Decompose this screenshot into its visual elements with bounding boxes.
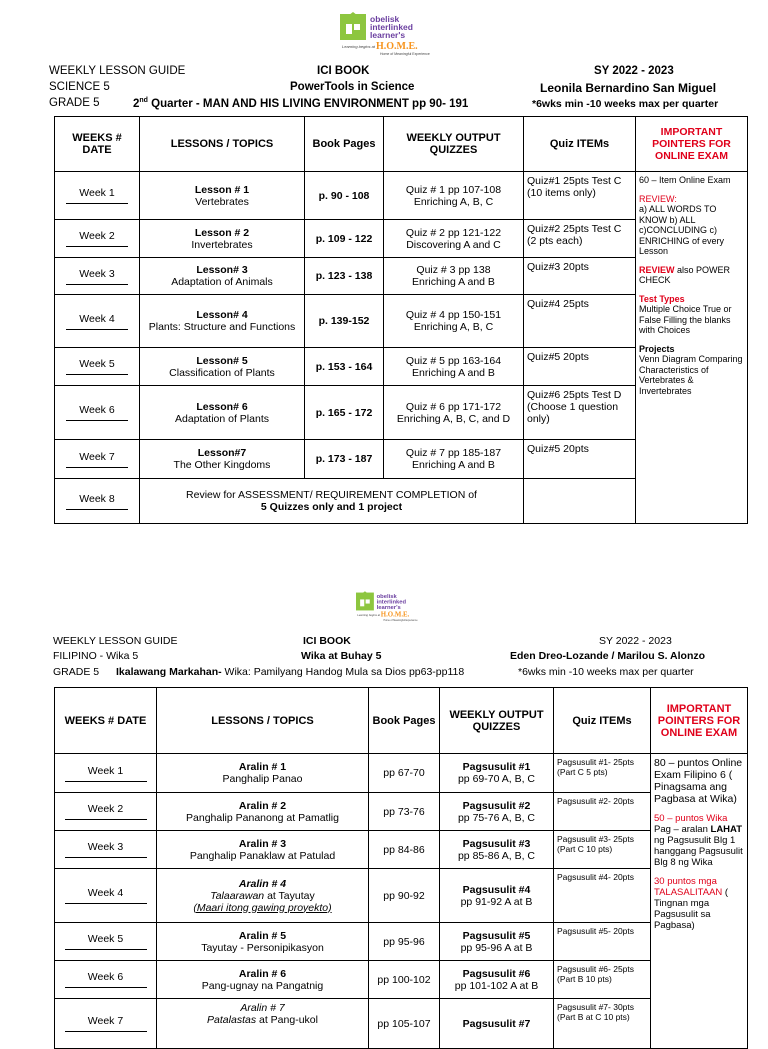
- table-row: [55, 869, 748, 923]
- filipino-lesson-table: [54, 687, 748, 1049]
- quiz-title: Pagsusulit #6: [462, 967, 531, 980]
- guide-title: WEEKLY LESSON GUIDE: [49, 65, 186, 77]
- lesson-topic: Tayutay - Personipikasyon: [201, 941, 324, 954]
- lesson-topic: The Other Kingdoms: [173, 459, 271, 471]
- quiz-title: Pagsusulit #4: [462, 883, 531, 896]
- lesson-topic: Classification of Plants: [169, 366, 275, 379]
- book-pages: pp 105-107: [369, 999, 440, 1049]
- lesson-topic: Pang-ugnay na Pangatnig: [201, 979, 324, 992]
- table-row: [55, 961, 748, 999]
- week-label: Week 5: [79, 358, 115, 370]
- week-label: Week 7: [79, 450, 115, 463]
- lesson-number: Lesson # 2: [194, 226, 250, 239]
- lesson-topic: Talaarawan at Tayutay: [210, 889, 315, 902]
- quiz-title: Quiz # 2 pp 121-122: [405, 226, 502, 239]
- pointer-review-label: REVIEW:: [639, 193, 677, 204]
- lesson-number: Aralin # 7: [240, 1002, 285, 1014]
- col-weeks: WEEKS # DATE: [55, 688, 157, 754]
- col-lessons: LESSONS / TOPICS: [140, 117, 305, 172]
- quiz-items: Pagsusulit #7- 30pts (Part B at C 10 pts): [554, 999, 651, 1049]
- review-line: Review for ASSESSMENT/ REQUIREMENT COMPLETION of: [186, 489, 477, 501]
- svg-text:obelisk: obelisk: [370, 14, 400, 24]
- lesson-topic: Adaptation of Plants: [175, 412, 269, 425]
- lesson-topic: Invertebrates: [191, 238, 253, 251]
- lesson-number: Aralin # 2: [238, 799, 287, 812]
- week-label: Week 4: [79, 312, 115, 325]
- pointer-projects-items: Venn Diagram Comparing Characteristics of Vertebrates & Invertebrates: [639, 354, 743, 396]
- book-pages: p. 123 - 138: [305, 258, 384, 295]
- svg-text:learner's: learner's: [370, 30, 406, 40]
- table-row: [55, 793, 748, 831]
- book-pages: pp 90-92: [369, 869, 440, 923]
- lesson-number: Lesson# 5: [196, 354, 248, 367]
- lesson-number: Aralin # 6: [238, 967, 287, 980]
- quiz-items: Pagsusulit #6- 25pts (Part B 10 pts): [554, 961, 651, 999]
- quiz-items: Pagsusulit #4- 20pts: [554, 869, 651, 923]
- book-title: PowerTools in Science: [290, 81, 415, 93]
- quiz-parts: Enriching A and B: [412, 366, 495, 379]
- book-pages: p. 165 - 172: [305, 386, 384, 440]
- lesson-number: Lesson# 4: [196, 309, 248, 321]
- lesson-topic: Vertebrates: [195, 195, 249, 208]
- grade: GRADE 5: [49, 97, 100, 109]
- book-pages: p. 109 - 122: [305, 220, 384, 258]
- quiz-title: Pagsusulit #7: [462, 1017, 531, 1030]
- quiz-parts: Enriching A and B: [412, 276, 495, 288]
- lesson-note: (Maari itong gawing proyekto): [193, 901, 332, 914]
- svg-text:H.O.M.E.: H.O.M.E.: [380, 611, 410, 619]
- col-pages: Book Pages: [369, 688, 440, 754]
- quiz-parts: pp 75-76 A, B, C: [457, 811, 536, 824]
- svg-text:learner's: learner's: [376, 605, 401, 612]
- lesson-number: Lesson # 1: [194, 183, 250, 196]
- pointer-review2: REVIEW also POWER CHECK: [639, 264, 731, 285]
- week-label: Week 8: [79, 492, 115, 505]
- svg-text:interlinked: interlinked: [376, 599, 407, 606]
- lesson-topic: Panghalip Panaklaw at Patulad: [189, 849, 336, 862]
- subject: FILIPINO - Wika 5: [53, 650, 139, 662]
- week-label: Week 2: [87, 803, 124, 815]
- pointer-wika-items: Pag – aralan LAHAT ng Pagsusulit Blg 1 hanggang Pagsusulit Blg 8 ng Wika: [654, 824, 743, 868]
- quiz-items: Pagsusulit #2- 20pts: [554, 793, 651, 831]
- col-quizzes: WEEKLY OUTPUT QUIZZES: [384, 117, 524, 172]
- quiz-title: Quiz # 5 pp 163-164: [405, 354, 502, 367]
- weeks-note: *6wks min -10 weeks max per quarter: [532, 98, 719, 110]
- quiz-parts: pp 95-96 A at B: [460, 941, 533, 954]
- svg-text:H.O.M.E.: H.O.M.E.: [376, 41, 418, 52]
- svg-text:Home of Meaningful Experience: Home of Meaningful Experience: [383, 618, 418, 622]
- table-row: [55, 831, 748, 869]
- table-row: [55, 923, 748, 961]
- quiz-parts: Enriching A, B, C: [413, 321, 494, 333]
- quiz-title: Pagsusulit #2: [462, 799, 531, 812]
- quiz-items: Pagsusulit #3- 25pts (Part C 10 pts): [554, 831, 651, 869]
- book-label: ICI BOOK: [317, 65, 370, 77]
- book-pages: pp 73-76: [369, 793, 440, 831]
- book-pages: p. 90 - 108: [305, 172, 384, 220]
- pointer-review-items: a) ALL WORDS TO KNOW b) ALL c)CONCLUDING c) ENRICHING of every Lesson: [639, 204, 725, 256]
- book-label: ICI BOOK: [303, 635, 351, 647]
- col-pointers: IMPORTANT POINTERS FOR ONLINE EXAM: [651, 688, 748, 754]
- quiz-title: Quiz # 7 pp 185-187: [405, 447, 502, 459]
- quiz-items: Quiz#5 20pts: [524, 440, 636, 479]
- teacher-name: Eden Dreo-Lozande / Marilou S. Alonzo: [510, 650, 706, 662]
- quiz-parts: pp 91-92 A at B: [460, 895, 533, 908]
- lesson-topic: Plants: Structure and Functions: [148, 321, 296, 333]
- week-label: Week 4: [87, 887, 124, 899]
- week-label: Week 1: [79, 187, 115, 199]
- quiz-parts: Discovering A and C: [406, 238, 501, 251]
- guide-title: WEEKLY LESSON GUIDE: [53, 635, 178, 647]
- pointer-wika-label: 50 – puntos Wika: [654, 813, 728, 824]
- quiz-items: Quiz#3 20pts: [524, 258, 636, 295]
- week-label: Week 1: [87, 764, 124, 777]
- col-quiz-items: Quiz ITEMs: [554, 688, 651, 754]
- svg-text:Learning begins at: Learning begins at: [357, 613, 381, 617]
- quiz-title: Pagsusulit #1: [462, 761, 531, 773]
- table-row: [55, 754, 748, 793]
- pointer-talasalitaan: 30 puntos mga TALASALITAAN ( Tingnan mga Pagsusulit sa Pagbasa): [654, 876, 729, 931]
- quiz-items: Quiz#4 25pts: [524, 295, 636, 348]
- lesson-topic: Patalastas at Pang-ukol: [207, 1014, 318, 1026]
- quiz-title: Quiz # 4 pp 150-151: [405, 309, 502, 321]
- pointer-test-items: Multiple Choice True or False Filling the blanks with Choices: [639, 304, 732, 335]
- week-label: Week 3: [87, 841, 124, 853]
- svg-text:interlinked: interlinked: [370, 22, 413, 32]
- lesson-number: Lesson# 6: [196, 400, 248, 413]
- quiz-title: Quiz # 6 pp 171-172: [405, 400, 502, 413]
- review-requirement: 5 Quizzes only and 1 project: [260, 501, 403, 513]
- week-label: Week 2: [79, 230, 115, 242]
- grade: GRADE 5: [53, 666, 100, 678]
- week-label: Week 3: [79, 267, 115, 280]
- book-pages: p. 173 - 187: [305, 440, 384, 479]
- quiz-items: Pagsusulit #1- 25pts (Part C 5 pts): [554, 754, 651, 793]
- book-pages: p. 153 - 164: [305, 348, 384, 386]
- book-pages: pp 67-70: [369, 754, 440, 793]
- col-quiz-items: Quiz ITEMs: [524, 117, 636, 172]
- school-logo: [356, 590, 422, 624]
- lesson-number: Lesson# 3: [196, 264, 248, 276]
- quiz-items: Quiz#5 20pts: [524, 348, 636, 386]
- week-label: Week 7: [87, 1015, 124, 1027]
- quiz-items: Quiz#2 25pts Test C (2 pts each): [524, 220, 636, 258]
- lesson-number: Aralin # 4: [238, 877, 287, 890]
- subject: SCIENCE 5: [49, 81, 110, 93]
- quiz-parts: pp 85-86 A, B, C: [457, 849, 536, 862]
- book-pages: pp 84-86: [369, 831, 440, 869]
- pointer-exam: 80 – puntos Online Exam Filipino 6 ( Pinagsama ang Pagbasa at Wika): [654, 757, 743, 805]
- col-lessons: LESSONS / TOPICS: [157, 688, 369, 754]
- weeks-note: *6wks min -10 weeks max per quarter: [518, 666, 694, 678]
- teacher-name: Leonila Bernardino San Miguel: [540, 81, 717, 95]
- quarter-line: Ikalawang Markahan- Wika: Pamilyang Handog Mula sa Dios pp63-pp118: [116, 666, 465, 678]
- col-weeks: WEEKS # DATE: [55, 117, 140, 172]
- quiz-title: Quiz # 1 pp 107-108: [405, 183, 502, 196]
- quiz-parts: Enriching A and B: [412, 459, 495, 471]
- lesson-topic: Panghalip Panao: [222, 773, 303, 785]
- lesson-topic: Panghalip Pananong at Pamatlig: [186, 811, 339, 824]
- quiz-items: Quiz#1 25pts Test C (10 items only): [524, 172, 636, 220]
- quiz-parts: pp 101-102 A at B: [454, 979, 539, 992]
- lesson-number: Aralin # 1: [238, 761, 287, 773]
- quiz-parts: Enriching A, B, C: [413, 195, 494, 208]
- pointer-exam: 60 – Item Online Exam: [639, 175, 731, 185]
- pointer-projects-label: Projects: [639, 343, 675, 354]
- lesson-number: Aralin # 3: [238, 837, 287, 850]
- week-label: Week 6: [79, 404, 115, 416]
- book-pages: pp 95-96: [369, 923, 440, 961]
- quiz-parts: Enriching A, B, C, and D: [396, 412, 511, 425]
- quiz-title: Pagsusulit #3: [462, 837, 531, 850]
- quiz-title: Pagsusulit #5: [462, 929, 531, 942]
- book-pages: p. 139-152: [305, 295, 384, 348]
- col-quizzes: WEEKLY OUTPUT QUIZZES: [440, 688, 554, 754]
- quiz-parts: pp 69-70 A, B, C: [457, 773, 536, 785]
- col-pages: Book Pages: [305, 117, 384, 172]
- school-year: SY 2022 - 2023: [599, 635, 672, 647]
- quiz-title: Quiz # 3 pp 138: [416, 264, 491, 276]
- svg-text:obelisk: obelisk: [376, 594, 397, 601]
- quarter-line: 2nd Quarter - MAN AND HIS LIVING ENVIRONMENT pp 90- 191: [133, 97, 469, 110]
- book-pages: pp 100-102: [369, 961, 440, 999]
- book-title: Wika at Buhay 5: [301, 650, 382, 662]
- pointers-cell: [651, 754, 748, 1049]
- week-label: Week 6: [87, 971, 124, 983]
- svg-text:Home of Meaningful Experience: Home of Meaningful Experience: [380, 52, 430, 56]
- lesson-number: Lesson#7: [197, 447, 247, 459]
- pointer-test-label: Test Types: [639, 293, 685, 304]
- school-year: SY 2022 - 2023: [594, 65, 674, 77]
- quiz-items: Quiz#6 25pts Test D (Choose 1 question only): [524, 386, 636, 440]
- week-label: Week 5: [87, 933, 124, 945]
- svg-text:Learning begins at: Learning begins at: [342, 44, 375, 49]
- lesson-topic: Adaptation of Animals: [171, 276, 273, 288]
- quiz-items: Pagsusulit #5- 20pts: [554, 923, 651, 961]
- lesson-number: Aralin # 5: [238, 929, 287, 942]
- col-pointers: IMPORTANT POINTERS FOR ONLINE EXAM: [636, 117, 748, 172]
